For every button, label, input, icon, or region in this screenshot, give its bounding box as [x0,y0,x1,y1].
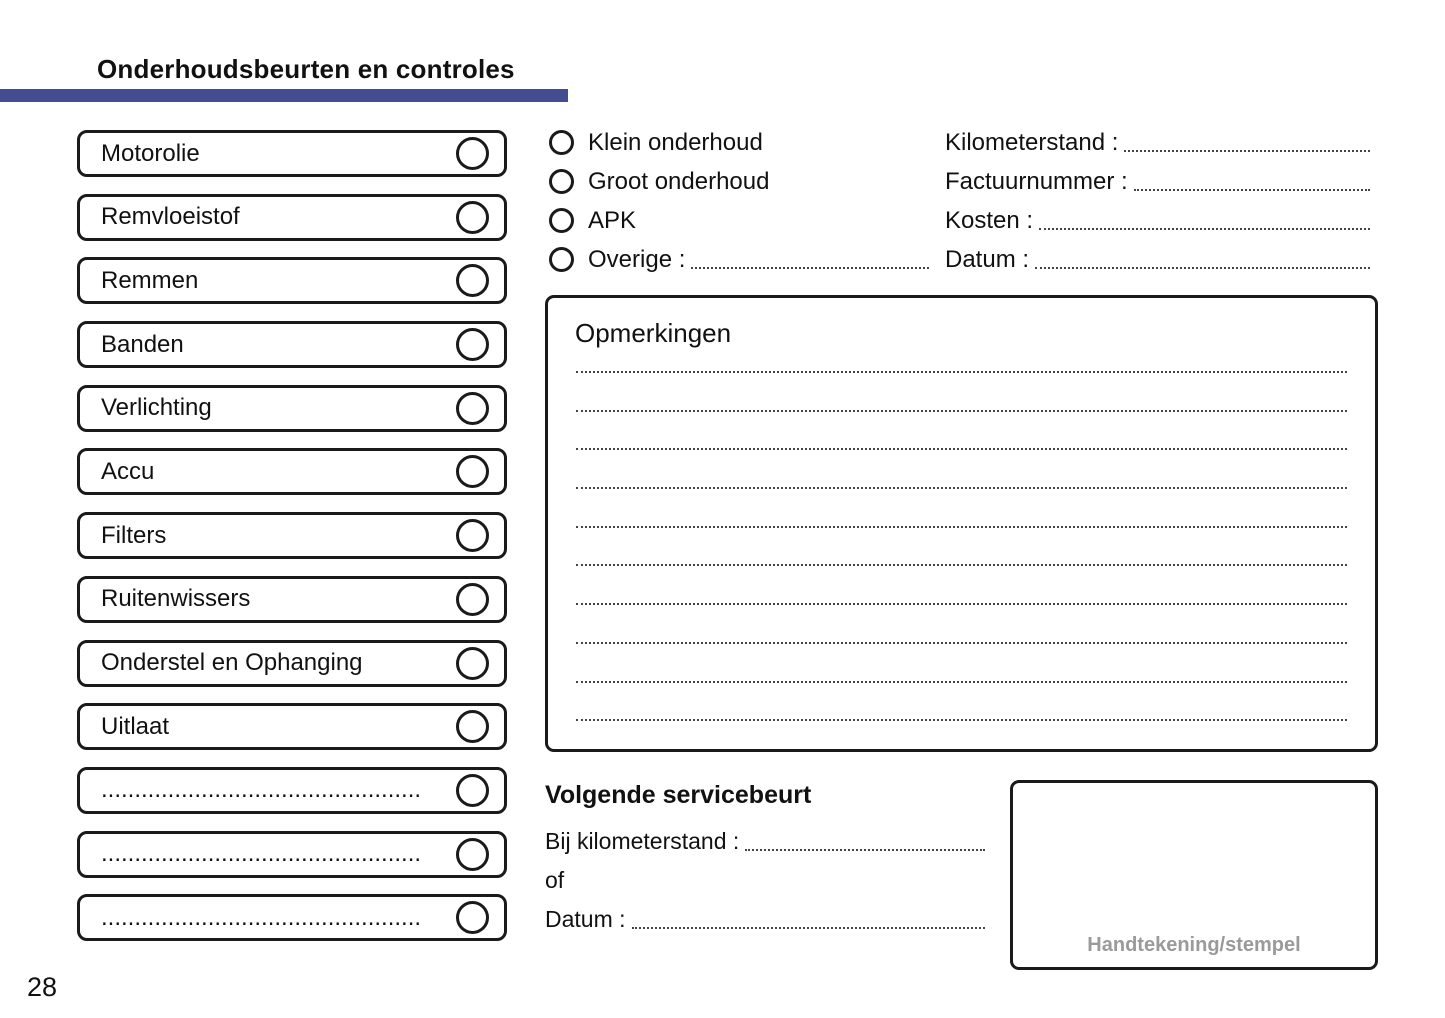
checklist-item-label: Verlichting [101,394,212,422]
checklist-item-label: Accu [101,457,155,485]
check-circle[interactable] [456,201,489,234]
field-fill-line[interactable] [632,927,985,929]
checklist-item-label[interactable]: ................................................ [101,840,422,868]
remarks-box [545,295,1378,752]
remarks-line[interactable] [576,487,1347,489]
service-option-other [549,245,929,274]
checklist-row [77,703,507,750]
check-circle[interactable] [456,392,489,425]
form-field [945,167,1370,196]
remarks-line[interactable] [576,564,1347,566]
checklist-row-blank [77,767,507,814]
remarks-line[interactable] [576,526,1347,528]
checklist-item-label: Uitlaat [101,712,170,740]
form-field [945,128,1370,157]
checklist-row [77,448,507,495]
checklist-item-label[interactable]: ................................................ [101,776,422,804]
field-fill-line[interactable] [1134,189,1370,191]
radio-circle[interactable] [549,169,574,194]
checklist-item-label: Ruitenwissers [101,585,251,613]
checklist-row [77,194,507,241]
checklist-row [77,130,507,177]
service-option [549,128,929,157]
form-field [945,206,1370,235]
checklist-row [77,257,507,304]
remarks-line[interactable] [576,603,1347,605]
checklist-item-label: Filters [101,521,167,549]
checklist-row [77,385,507,432]
service-option [549,167,929,196]
overige-fill-line[interactable] [691,267,929,269]
service-option-label: APK [588,206,637,234]
invoice-fields [945,128,1370,274]
checklist-row-blank [77,831,507,878]
signature-box [1010,780,1378,970]
field-fill-line[interactable] [1124,150,1370,152]
checklist-row [77,640,507,687]
field-fill-line[interactable] [745,849,985,851]
check-circle[interactable] [456,583,489,616]
checklist-row [77,576,507,623]
next-service-title: Volgende servicebeurt [545,781,812,809]
service-option-label: Overige : [588,245,686,273]
remarks-line[interactable] [576,448,1347,450]
field-label: Bij kilometerstand : [545,828,740,854]
field-label: Kosten : [945,206,1034,234]
next-service-or-label: of [545,867,565,893]
checklist-row [77,512,507,559]
checklist-item-label: Remmen [101,266,199,294]
check-circle[interactable] [456,519,489,552]
checklist-row [77,321,507,368]
check-circle[interactable] [456,455,489,488]
radio-circle[interactable] [549,208,574,233]
radio-circle[interactable] [549,130,574,155]
remarks-line[interactable] [576,642,1347,644]
service-option-label: Klein onderhoud [588,128,763,156]
checklist-item-label: Motorolie [101,139,200,167]
page-number: 28 [27,972,58,1002]
maintenance-checklist [77,130,507,941]
check-circle[interactable] [456,710,489,743]
check-circle[interactable] [456,647,489,680]
field-fill-line[interactable] [1039,228,1370,230]
remarks-line[interactable] [576,371,1347,373]
field-label: Factuurnummer : [945,167,1128,195]
checklist-item-label: Remvloeistof [101,203,240,231]
service-option [549,206,929,235]
remarks-title: Opmerkingen [575,318,732,348]
remarks-line[interactable] [576,681,1347,683]
checklist-item-label: Onderstel en Ophanging [101,649,363,676]
page-title: Onderhoudsbeurten en controles [97,54,515,84]
checklist-row-blank [77,894,507,941]
field-label: Kilometerstand : [945,128,1119,156]
signature-label: Handtekening/stempel [1087,934,1301,956]
form-field [945,245,1370,274]
check-circle[interactable] [456,774,489,807]
check-circle[interactable] [456,901,489,934]
remarks-line[interactable] [576,719,1347,721]
accent-bar [0,89,568,102]
next-service-km-field [545,827,985,856]
service-option-label: Groot onderhoud [588,167,770,195]
remarks-line[interactable] [576,410,1347,412]
radio-circle[interactable] [549,247,574,272]
field-label: Datum : [545,906,626,932]
field-label: Datum : [945,245,1030,273]
check-circle[interactable] [456,838,489,871]
field-fill-line[interactable] [1035,267,1370,269]
service-type-options [549,128,929,274]
check-circle[interactable] [456,137,489,170]
check-circle[interactable] [456,328,489,361]
checklist-item-label: Banden [101,330,184,358]
next-service-date-field [545,905,985,934]
remarks-lines [576,371,1347,721]
checklist-item-label[interactable]: ................................................ [101,903,422,931]
check-circle[interactable] [456,264,489,297]
